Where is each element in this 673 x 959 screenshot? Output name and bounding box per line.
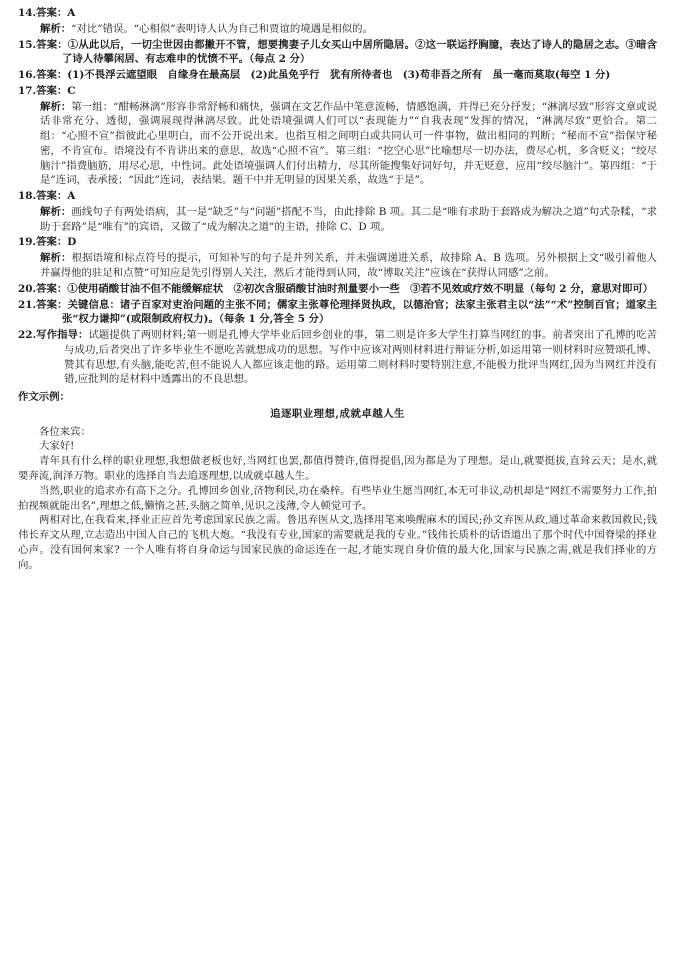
answer-text: 试题提供了两则材料;第一则是孔博大学毕业后回乡创业的事，第二则是许多大学生打算当网红的事。前者突出了孔博的吃苦与成功,后者突出了许多毕业生不愿吃苦就想成功的思想。写作中应该对两则材料进行辩证分析,如运用第一则材料时应赞颂孔博、赞其有思想,有头脑,能吃苦,但不能说人人都应该走他的路。运用第二则材料时要特别注意,不能极力批评当网红,因为当网红并没有错,应批判的是材料中透露出的不良思想。 bbox=[64, 329, 657, 386]
answer-label: 答案： bbox=[36, 69, 68, 82]
analysis-label: 解析： bbox=[40, 22, 72, 35]
essay-paragraph: 各位来宾： bbox=[39, 425, 91, 438]
answer-item-14 bbox=[18, 6, 657, 37]
item-number: 17. bbox=[18, 84, 37, 97]
analysis-label: 解析： bbox=[40, 205, 72, 218]
answer-text: D bbox=[67, 236, 77, 249]
answer-item-20 bbox=[18, 282, 657, 297]
item-number: 21. bbox=[18, 298, 37, 311]
essay-paragraph: 两相对比,在我看来,择业正应首先考虑国家民族之需。鲁迅弃医从文,选择用笔来唤醒麻木的国民;孙文弃医从政,通过革命来救国救民;钱伟长弃文从理,立志造出中国人自己的飞机大炮。“我没有专业,国家的需要就是我的专业。”钱伟长质朴的话语道出了那个时代中国脊梁的择业心声。没有国何来家? 一个人唯有将自身命运与国家民族的命运连在一起,才能实现自身价值的最大化,国家与民族之需,就是我们择业的方向。 bbox=[18, 514, 657, 571]
analysis-text: 根据语境和标点符号的提示，可知补写的句子是并列关系，并未强调递进关系，故排除 A、B 选项。另外根据上文“吸引着他人并赢得他的驻足和点赞”可知应是先引得别人关注，然后才能得到认同，故“博取关注”应该在“获得认同感”之前。 bbox=[40, 252, 658, 280]
item-number: 19. bbox=[18, 236, 37, 249]
answer-label: 答案： bbox=[36, 236, 68, 249]
answer-item-21 bbox=[18, 298, 657, 328]
essay-title: 追逐职业理想,成就卓越人生 bbox=[270, 407, 405, 420]
answer-item-19 bbox=[18, 235, 657, 280]
answer-item-17 bbox=[18, 84, 657, 188]
answer-label: 答案： bbox=[36, 282, 68, 295]
answer-text: (1)不畏浮云遮望眼 自缘身在最高层 (2)此虽免乎行 犹有所待者也 (3)苟非吾之所有 虽一毫而莫取(每空 1 分) bbox=[67, 69, 611, 82]
answer-text: C bbox=[67, 84, 76, 97]
analysis-block-17 bbox=[18, 100, 657, 189]
answer-label: 答案： bbox=[36, 84, 68, 97]
analysis-block-19 bbox=[18, 251, 657, 281]
analysis-block-14 bbox=[18, 22, 657, 37]
item-number: 15. bbox=[18, 38, 37, 51]
analysis-label: 解析： bbox=[40, 252, 72, 265]
item-number: 20. bbox=[18, 282, 37, 295]
answer-label: 答案： bbox=[36, 38, 68, 51]
essay-paragraph: 青年具有什么样的职业理想,我想做老板也好,当网红也罢,都值得赞许,值得提倡,因为都是为了理想。是山,就要挺拔,直耸云天；是水,就要奔流,润泽万物。职业的选择自当去追逐理想,以成就卓越人生。 bbox=[18, 455, 657, 482]
item-number: 18. bbox=[18, 190, 37, 203]
analysis-text: 第一组：“酣畅淋漓”形容非常舒畅和痛快，强调在文艺作品中笔意流畅，情感饱满，并得已充分抒发；“淋漓尽致”形容文章或说话非常充分、透彻，强调展现得淋漓尽致。此处语境强调人们可以“表现能力”“自我表现”发挥的情况，“淋漓尽致”更恰合。第二组：“心照不宣”指彼此心里明白，而不公开说出来。也指互相之间明白或共同认可一件事物，做出相同的判断；“秘而不宣”指保守秘密，不肯宣布。语境没有不肯讲出来的意思，故选“心照不宣”。第三组：“挖空心思”比喻想尽一切办法，费尽心机，多含贬义；“绞尽脑汁”指费脑筋，用尽心思，中性词。此处语境强调人们付出精力，尽其所能搜集好词好句，并无贬意，应用“绞尽脑汁”。第四组：“于是”连词，表承接；“因此”连词，表结果。题干中并无明显的因果关系，故选“于是”。 bbox=[40, 100, 658, 187]
essay-heading: 作文示例： bbox=[18, 391, 70, 404]
essay-paragraph: 当然,职业的追求亦有高下之分。孔博回乡创业,济物利民,功在桑梓。有些毕业生愿当网红,本无可非议,动机却是“网红不需要努力工作,拍拍视频就能出名”,理想之低,懒惰之甚,头脑之简单,见识之浅薄,令人顿觉可予。 bbox=[18, 484, 657, 512]
answer-label: 答案： bbox=[36, 7, 68, 19]
analysis-text: “对比”错误。“心相似”表明诗人认为自己和贾谊的境遇是相似的。 bbox=[71, 22, 373, 35]
answer-label: 答案： bbox=[36, 190, 68, 203]
answer-item-16 bbox=[18, 68, 657, 83]
answer-text: ①使用硝酸甘油不但不能缓解症状 ②初次含服硝酸甘油时剂量要小一些 ③若不见效或疗效不明显（每句 2 分，意思对即可） bbox=[67, 282, 654, 295]
answer-label: 写作指导： bbox=[36, 329, 89, 342]
answer-item-22 bbox=[18, 328, 657, 387]
item-number: 22. bbox=[18, 329, 37, 342]
answer-text: A bbox=[67, 190, 76, 203]
item-number: 14. bbox=[18, 7, 37, 19]
answer-text: 关键信息：诸子百家对吏治问题的主张不同；儒家主张尊伦理择贤执政，以德治官；法家主张君主以“法”“术”控制百官；道家主张“权力谦抑”(或限制政府权力)。（每条 1 分,答全 5 分） bbox=[62, 298, 658, 326]
answer-text: A bbox=[67, 7, 76, 19]
answer-label: 答案： bbox=[36, 298, 68, 311]
answer-item-15 bbox=[18, 38, 657, 68]
item-number: 16. bbox=[18, 69, 37, 82]
answer-item-18 bbox=[18, 189, 657, 234]
essay-paragraph: 大家好! bbox=[39, 440, 75, 453]
analysis-label: 解析： bbox=[40, 100, 72, 113]
analysis-text: 画线句子有两处语病，其一是“缺乏”与“问题”搭配不当，由此排除 B 项。其二是“唯有求助于套路成为解决之道”句式杂糅，“求助于套路”是“唯有”的宾语，又做了“成为解决之道”的主语，排除 C、D 项。 bbox=[40, 205, 657, 233]
analysis-block-18 bbox=[18, 205, 657, 235]
answer-text: ①从此以后，一切尘世因由都撇开不管，想要携妻子儿女买山中居所隐居。②这一联运抒胸臆，表达了诗人的隐居之志。③暗含了诗人待攀闲居、有志难申的忧愤不平。（每点 2 分） bbox=[62, 38, 658, 66]
